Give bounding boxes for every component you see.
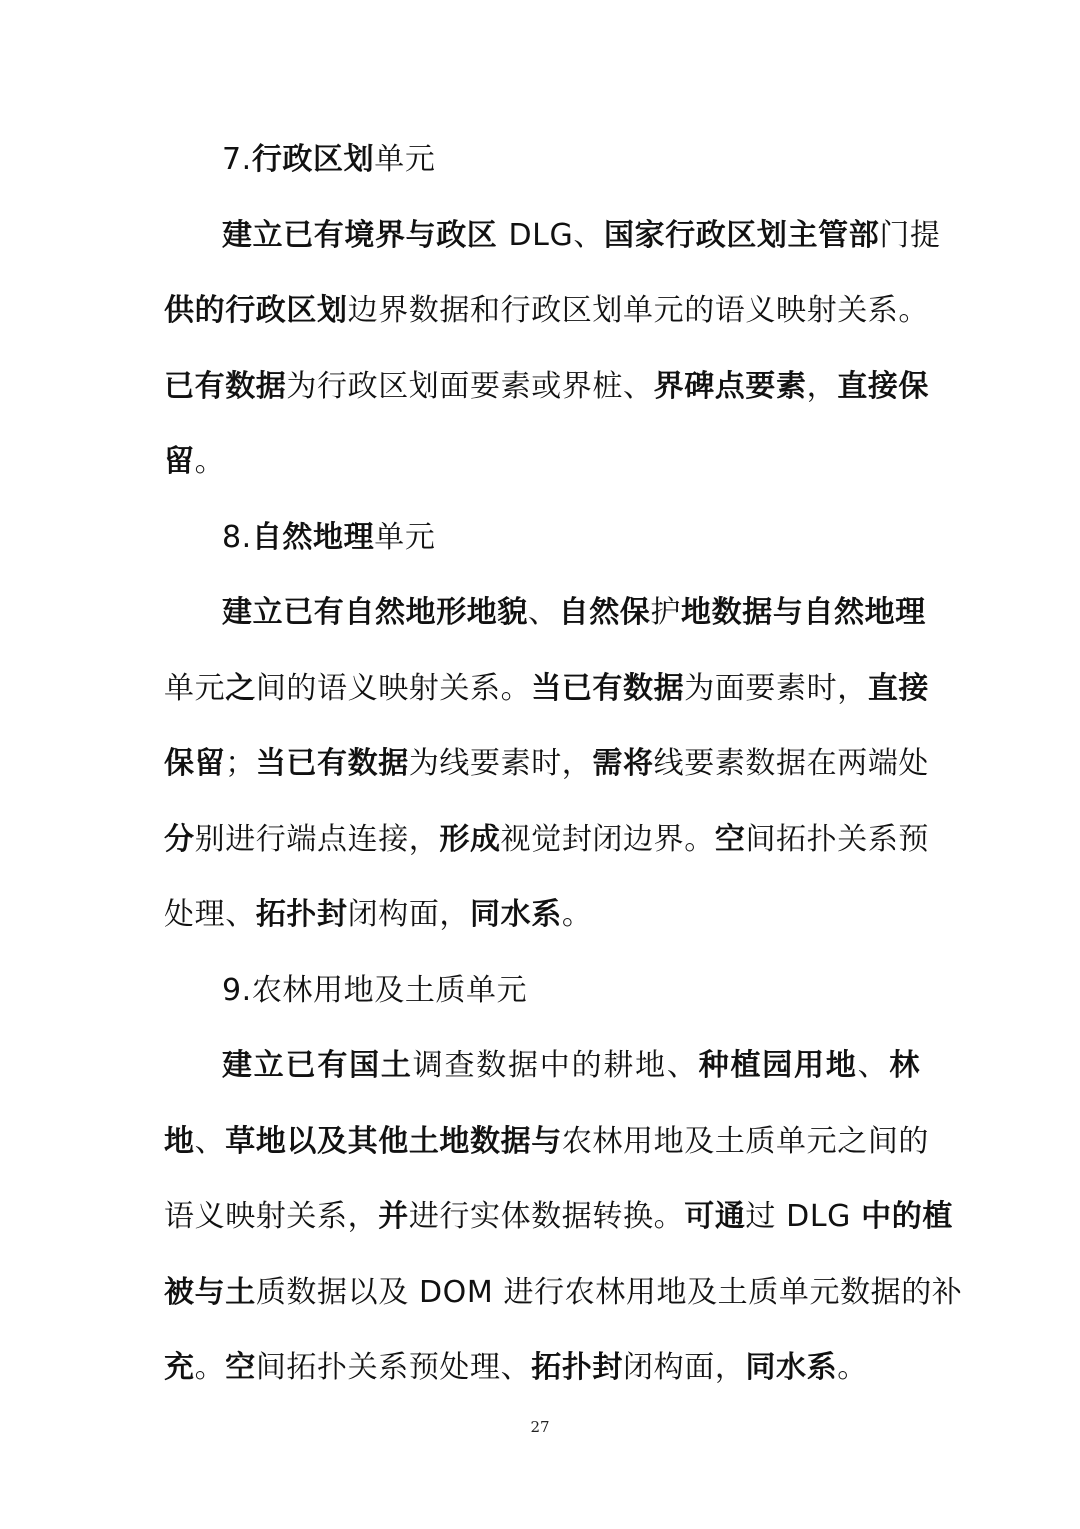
bold-text-run: 保留 — [164, 746, 226, 781]
bold-text-run: 拓扑封 — [531, 1350, 624, 1385]
page-number: 27 — [530, 1418, 550, 1436]
bold-text-run: 地数据与自然地理 — [681, 595, 926, 630]
bold-text-run: 被与土 — [164, 1274, 256, 1310]
text-run: ， — [806, 368, 838, 404]
text-line — [164, 726, 930, 802]
text-line — [164, 651, 930, 727]
text-line — [164, 1330, 920, 1406]
bold-text-run: 国家行政区划主管部 — [603, 217, 880, 253]
bold-text-run: 建立已有境界与政区 — [222, 217, 509, 253]
text-run: 处理、 — [164, 897, 256, 932]
text-line — [164, 575, 926, 651]
text-run: 护 — [650, 595, 682, 630]
bold-text-run: 之 — [225, 670, 256, 706]
text-run: 别进行端点连接， — [194, 821, 440, 857]
text-run: 语义映射关系， — [164, 1199, 379, 1234]
text-line — [164, 802, 930, 878]
bold-text-run: 形成 — [439, 821, 501, 857]
text-line — [164, 500, 920, 576]
text-run: 为线要素时， — [408, 746, 593, 781]
text-run: 门提 — [879, 217, 941, 253]
text-run: ； — [225, 746, 256, 781]
text-run: 视觉封闭边界。 — [500, 821, 715, 857]
text-line — [164, 953, 920, 1029]
bold-text-run: 充 — [164, 1350, 195, 1385]
text-run: 7. — [222, 142, 252, 177]
bold-text-run: 自然保 — [558, 595, 651, 630]
text-run: 质数据以及 DOM 进行农林用地及土质单元数据的补 — [255, 1274, 963, 1310]
bold-text-run: 空 — [714, 821, 746, 857]
bold-text-run: 种植园用地 — [698, 1048, 858, 1083]
text-run: 进行实体数据转换。 — [408, 1199, 685, 1234]
text-line — [164, 877, 920, 953]
bold-text-run: 留 — [164, 444, 195, 479]
bold-text-run: 建立已有自然地形地貌 — [222, 595, 528, 630]
bold-text-run: 当已有数据 — [255, 746, 409, 781]
bold-text-run: 空 — [225, 1350, 256, 1385]
text-run: 间的语义映射关系。 — [255, 670, 532, 706]
text-run: 、 — [528, 595, 559, 630]
text-run: 闭构面， — [623, 1350, 746, 1385]
text-line — [164, 424, 920, 500]
text-run: 单元 — [164, 670, 226, 706]
text-line — [164, 349, 930, 425]
text-run: 、 — [194, 1123, 226, 1159]
text-run: 为面要素时， — [684, 670, 868, 706]
bold-text-run: 同水系 — [470, 897, 562, 932]
bold-text-run: 供的行政区划 — [164, 293, 348, 328]
bold-text-run: 同水系 — [745, 1350, 838, 1385]
text-line — [164, 1104, 930, 1180]
text-run: 农林用地及土质单元之间的 — [561, 1123, 930, 1159]
bold-text-run: 界碑点要素 — [653, 368, 807, 404]
bold-text-run: 地 — [164, 1123, 195, 1159]
bold-text-run: 已有数据 — [164, 368, 287, 404]
text-run: 边界数据和行政区划单元的语义映射关系。 — [347, 293, 930, 328]
bold-text-run: 自然地理 — [251, 519, 375, 555]
bold-text-run: 林 — [889, 1048, 920, 1083]
text-run: 线要素数据在两端处 — [653, 746, 930, 781]
text-run: 。 — [194, 1350, 226, 1385]
text-run: 、 — [573, 217, 604, 253]
text-run: 9.农林用地及土质单元 — [222, 972, 528, 1008]
text-line — [164, 198, 941, 274]
bold-text-run: 直接 — [867, 670, 930, 706]
text-run: DLG — [508, 217, 574, 253]
document-body — [164, 122, 963, 1406]
text-run: 间拓扑关系预处理、 — [255, 1350, 532, 1385]
text-run: 闭构面， — [347, 897, 471, 932]
text-line — [164, 1255, 963, 1331]
text-run: 调查数据中的耕地、 — [412, 1048, 699, 1083]
text-line — [164, 122, 920, 198]
text-line — [164, 1028, 920, 1104]
text-run: 为行政区划面要素或界桩、 — [286, 368, 654, 404]
text-run: 。 — [561, 897, 593, 932]
text-line — [164, 273, 930, 349]
bold-text-run: 草地以及其他土地数据与 — [225, 1123, 562, 1159]
text-run: 、 — [857, 1048, 890, 1083]
text-run: 8. — [222, 519, 252, 555]
bold-text-run: 行政区划 — [251, 142, 375, 177]
bold-text-run: 并 — [378, 1199, 409, 1234]
bold-text-run: 分 — [164, 821, 195, 857]
bold-text-run: 直接保 — [837, 368, 930, 404]
bold-text-run: 可通 — [684, 1199, 746, 1234]
bold-text-run: 建立已有国土 — [222, 1048, 413, 1083]
text-run: 间拓扑关系预 — [745, 821, 930, 857]
bold-text-run: 拓扑封 — [255, 897, 348, 932]
bold-text-run: 中的植 — [861, 1199, 953, 1234]
bold-text-run: 需将 — [592, 746, 654, 781]
bold-text-run: 当已有数据 — [531, 670, 685, 706]
text-run: 单元 — [374, 519, 436, 555]
text-run: 。 — [194, 444, 226, 479]
text-run: 。 — [837, 1350, 868, 1385]
text-line — [164, 1179, 953, 1255]
text-run: 过 DLG — [745, 1199, 862, 1234]
text-run: 单元 — [374, 142, 436, 177]
